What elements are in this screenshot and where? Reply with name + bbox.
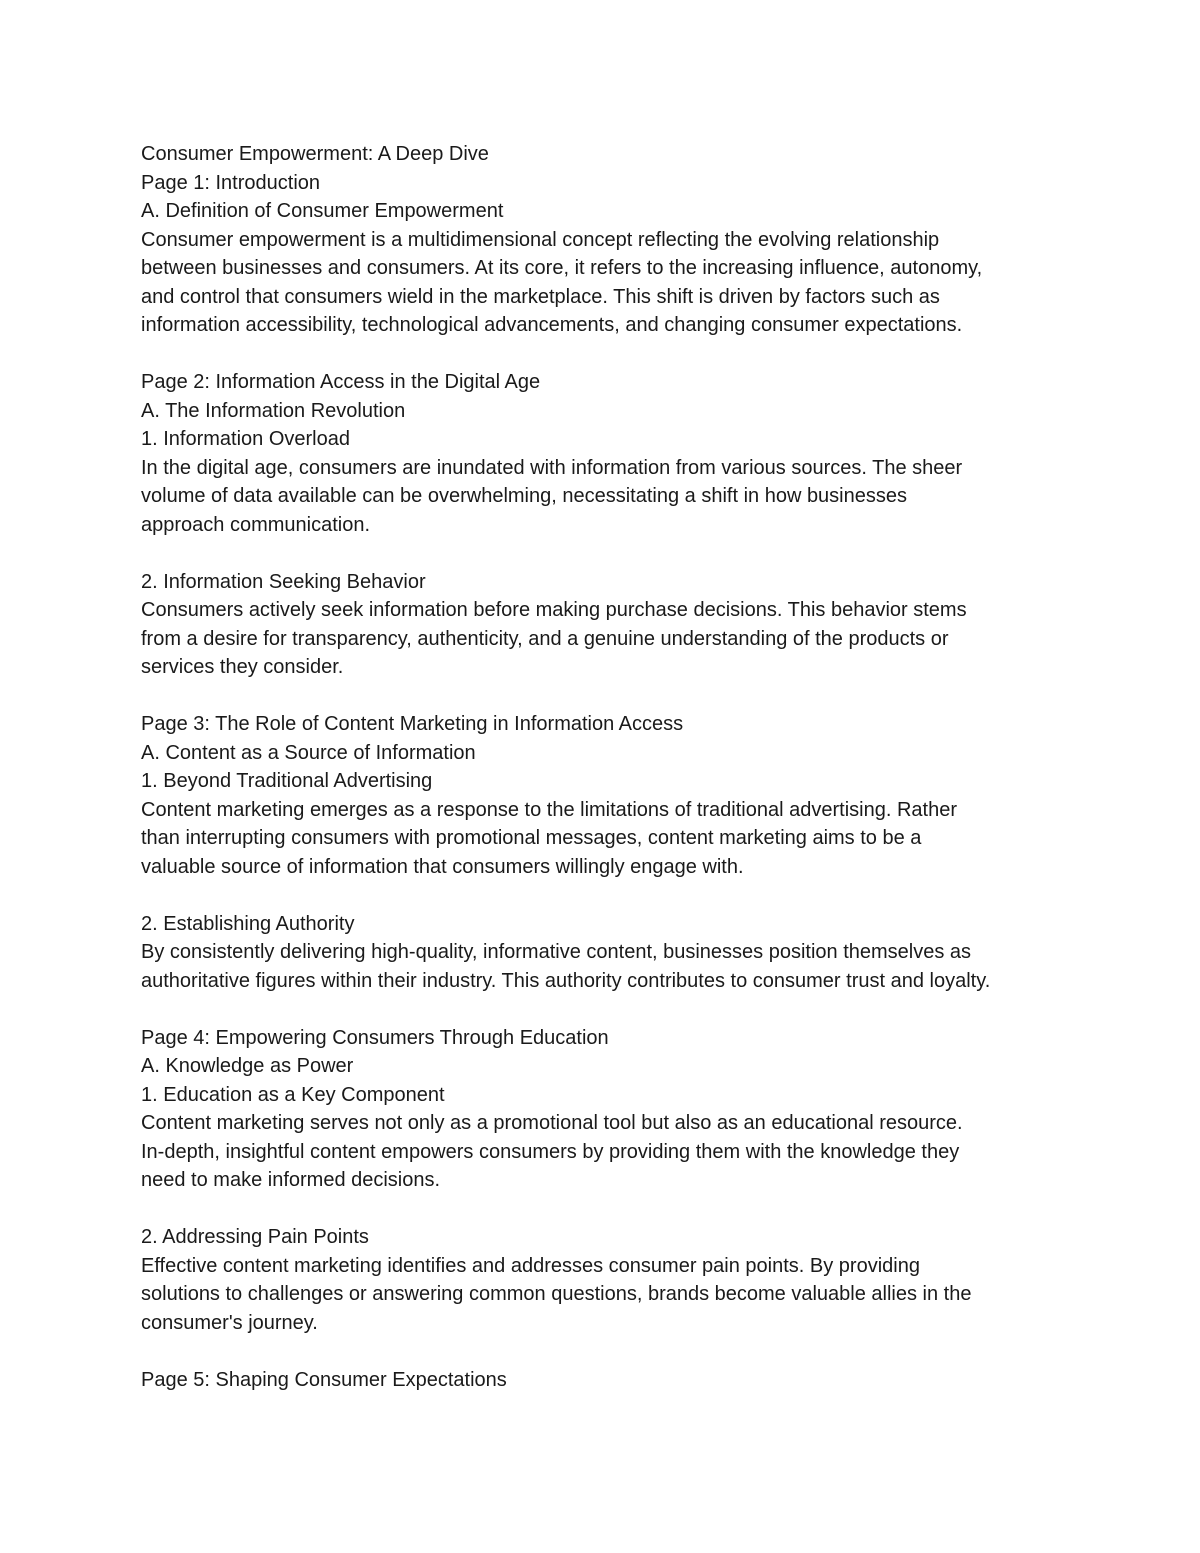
document-body — [141, 140, 1071, 1394]
page2-item2-title: 2. Information Seeking Behavior — [141, 570, 426, 593]
page5-heading: Page 5: Shaping Consumer Expectations — [141, 1368, 507, 1391]
body-line: between businesses and consumers. At its core, it refers to the increasing influence, autonomy, — [141, 257, 983, 279]
paragraph-gap — [141, 1337, 1071, 1366]
body-line: volume of data available can be overwhelming, necessitating a shift in how businesses — [141, 485, 907, 507]
body-line: Consumers actively seek information before making purchase decisions. This behavior stems — [141, 599, 967, 621]
body-line: Consumer empowerment is a multidimensional concept reflecting the evolving relationship — [141, 228, 940, 251]
page1-heading: Page 1: Introduction — [141, 171, 321, 194]
page4-item2-title: 2. Addressing Pain Points — [141, 1226, 369, 1248]
paragraph-gap — [141, 995, 1071, 1024]
body-line: Content marketing emerges as a response to the limitations of traditional advertising. Rather — [141, 798, 957, 821]
page3-heading: Page 3: The Role of Content Marketing in Information Access — [141, 713, 684, 735]
body-line: services they consider. — [141, 656, 344, 678]
body-line: information accessibility, technological advancements, and changing consumer expectations. — [141, 314, 963, 336]
body-line: solutions to challenges or answering common questions, brands become valuable allies in the — [141, 1283, 972, 1305]
paragraph-gap — [141, 881, 1071, 910]
page2-section-a: A. The Information Revolution — [141, 399, 406, 422]
body-line: than interrupting consumers with promotional messages, content marketing aims to be a — [141, 827, 922, 849]
page4-section-a: A. Knowledge as Power — [141, 1055, 354, 1077]
body-line: Content marketing serves not only as a promotional tool but also as an educational resource. — [141, 1112, 963, 1134]
body-line: authoritative figures within their industry. This authority contributes to consumer trust and loyalty. — [141, 969, 991, 992]
body-line: By consistently delivering high-quality, informative content, businesses position themselves as — [141, 941, 972, 963]
body-line: valuable source of information that consumers willingly engage with. — [141, 855, 744, 878]
paragraph-gap — [141, 539, 1071, 568]
page4-heading: Page 4: Empowering Consumers Through Education — [141, 1026, 609, 1049]
page2-heading: Page 2: Information Access in the Digital Age — [141, 371, 541, 393]
page1-section-a: A. Definition of Consumer Empowerment — [141, 200, 504, 222]
body-line: In the digital age, consumers are inundated with information from various sources. The sheer — [141, 456, 963, 479]
paragraph-gap — [141, 682, 1071, 711]
body-line: In-depth, insightful content empowers consumers by providing them with the knowledge they — [141, 1140, 960, 1163]
body-line: need to make informed decisions. — [141, 1169, 441, 1191]
document-title: Consumer Empowerment: A Deep Dive — [141, 143, 489, 165]
body-line: Effective content marketing identifies and addresses consumer pain points. By providing — [141, 1254, 920, 1277]
body-line: consumer's journey. — [141, 1311, 318, 1334]
body-line: from a desire for transparency, authenticity, and a genuine understanding of the products or — [141, 627, 949, 650]
page3-item2-title: 2. Establishing Authority — [141, 912, 355, 935]
paragraph-gap — [141, 1195, 1071, 1224]
paragraph-gap — [141, 340, 1071, 369]
body-line: approach communication. — [141, 513, 371, 536]
page3-section-a: A. Content as a Source of Information — [141, 741, 476, 764]
page4-item1-title: 1. Education as a Key Component — [141, 1083, 445, 1106]
page3-item1-title: 1. Beyond Traditional Advertising — [141, 770, 433, 792]
body-line: and control that consumers wield in the marketplace. This shift is driven by factors such as — [141, 285, 940, 308]
page2-item1-title: 1. Information Overload — [141, 428, 350, 450]
